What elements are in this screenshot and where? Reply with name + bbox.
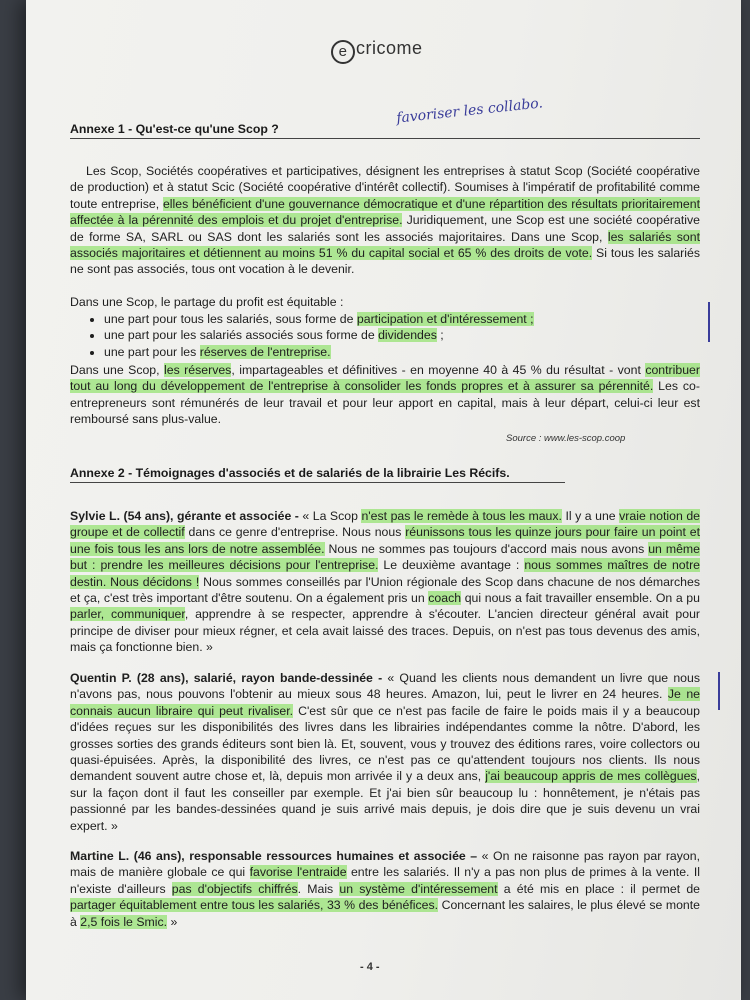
text-segment: une part pour tous les salariés, sous forme de — [104, 312, 357, 326]
highlighted-text: contribuer tout au long du développement de l'entreprise à consolider les fonds propres et à assurer sa pérennité. — [70, 363, 700, 394]
highlighted-text: dividendes — [378, 328, 437, 343]
text-segment: Concernant les salaires, le plus élevé se monte à — [70, 898, 701, 929]
annexe1-paragraph-2: Dans une Scop, le partage du profit est équitable : — [70, 295, 344, 309]
highlighted-text: un même but : prendre les meilleures décisions pour l'entreprise. — [70, 541, 700, 573]
text-segment: Il y a une — [561, 509, 620, 523]
highlighted-text: nous sommes maîtres de notre destin. Nous décidons ! — [70, 558, 701, 589]
annexe1-source: Source : www.les-scop.coop — [506, 433, 626, 444]
text-segment: une part pour les salariés associés sous forme de — [104, 328, 379, 343]
text-segment: « Quand les clients nous demandent un livre que nous n'avons pas, nous pouvons l'obtenir au mieux sous 48 heures. Amazon, lui, peut le livrer en 24 heures. — [70, 671, 701, 702]
speaker-name: Martine L. (46 ans), responsable ressources humaines et associée – — [70, 849, 482, 863]
highlighted-text: les réserves — [164, 363, 232, 377]
text-segment: ; — [436, 328, 444, 343]
testimony-martine — [70, 848, 700, 930]
highlighted-text: j'ai beaucoup appris de mes collègues — [485, 769, 697, 784]
highlighted-text: favorise l'entraide — [249, 865, 347, 880]
text-segment: Les co-entrepreneurs sont rémunérés de leur travail et pour leur apport en capital, mais à leur départ, celui-ci leur est remboursé sans plus-value. — [70, 379, 700, 427]
annexe2-rule — [70, 482, 565, 483]
text-segment: . Mais — [297, 881, 340, 896]
annexe1-paragraph-1 — [70, 163, 700, 278]
list-item — [104, 344, 704, 360]
text-segment: Nous ne sommes pas toujours d'accord mais nous avons — [324, 541, 649, 556]
text-segment: Nous sommes conseillés par l'Union régionale des Scop dans chacune de nos démarches et ça, c'est très important d'être soutenu. On a également pris un — [70, 574, 700, 606]
text-segment: « La Scop — [302, 509, 362, 523]
text-segment: , apprendre à se respecter, apprendre à s'écouter. L'ancien directeur général avait pour principe de diviser pour mieux régner, et cela avait laissé des traces. Depuis, on n'est pas tous devenus des amis, mais ça fonctionne bien. » — [70, 607, 700, 655]
annexe1-paragraph-3 — [70, 362, 700, 428]
text-segment: dans ce genre d'entreprise. Nous nous — [184, 525, 406, 540]
highlighted-text: Je ne connais aucun libraire qui peut rivaliser. — [70, 687, 700, 718]
text-segment: Les Scop, Sociétés coopératives et participatives, désignent les entreprises à statut Scop (Société coopérative de production) et à statut Scic (Société coopérative d'intérêt collectif). Soumises à l'impératif de profitabilité comme toute entreprise, — [70, 164, 700, 211]
annexe1-title: Annexe 1 - Qu'est-ce qu'une Scop ? — [70, 122, 279, 136]
text-segment: » — [167, 914, 178, 929]
highlighted-text: un système d'intéressement — [339, 881, 498, 896]
highlighted-text: réserves de l'entreprise. — [199, 344, 331, 359]
text-segment: Dans une Scop, — [70, 363, 165, 377]
annexe1-rule — [70, 138, 700, 139]
text-segment: une part pour les — [104, 344, 200, 359]
text-segment: qui nous a fait travailler ensemble. On a pu — [461, 591, 700, 606]
highlighted-text: réunissons tous les quinze jours pour faire un point et une fois tous les ans lors de notre assemblée. — [70, 525, 700, 556]
text-segment: , impartageables et définitives - en moyenne 40 à 45 % du résultat - vont — [231, 363, 646, 377]
speaker-name: Sylvie L. (54 ans), gérante et associée - — [70, 509, 303, 523]
annexe1-bullet-list — [90, 311, 704, 360]
testimony-quentin — [70, 670, 700, 834]
text-segment: , sur la façon dont il faut les conseiller par exemple. Et j'ai bien sûr beaucoup lu : honnêtement, je n'étais pas passionné par les bandes-dessinées quand je suis arrivé mais depuis, je dois dire que je suis devenu un vrai expert. » — [70, 769, 700, 833]
text-segment: C'est sûr que ce n'est pas facile de faire le poids mais il y a beaucoup d'idées reçues sur les disponibilités des livres dans les librairies indépendantes comme la nôtre. D'abord, les grosses sorties des grands éditeurs sont bien là. Et, souvent, vous y trouvez des éditions rares, voire collectors ou quasi-épuisées. Après, la disponibilité des livres, ce n'est pas ce qu'attendent toujours nos clients. Ils nous demandent souvent autre chose et, là, depuis mon arrivée il y a deux ans, — [70, 703, 700, 784]
list-item — [104, 311, 704, 327]
pen-margin-mark — [708, 302, 710, 342]
highlighted-text: partager équitablement entre tous les salariés, 33 % des bénéfices. — [70, 898, 439, 913]
annexe2-title: Annexe 2 - Témoignages d'associés et de salariés de la librairie Les Récifs. — [70, 466, 510, 480]
page-number: - 4 - — [360, 961, 380, 973]
highlighted-text: les salariés sont associés majoritaires et détiennent au moins 51 % du capital social et 65 % des droits de vote. — [70, 229, 700, 261]
text-segment: Le deuxième avantage : — [378, 558, 525, 573]
highlighted-text: elles bénéficient d'une gouvernance démocratique et d'une répartition des résultats prioritairement affectée à la pérennité des emplois et du projet d'entreprise. — [70, 196, 700, 228]
highlighted-text: n'est pas le remède à tous les maux. — [361, 509, 562, 523]
document-page — [26, 0, 741, 1000]
pen-margin-mark — [718, 672, 720, 710]
highlighted-text: vraie notion de groupe et de collectif — [70, 509, 700, 540]
text-segment: a été mis en place : il permet de — [497, 881, 700, 896]
highlighted-text: pas d'objectifs chiffrés — [171, 881, 298, 896]
handwritten-note: favoriser les collabo. — [395, 95, 544, 127]
text-segment: entre les salariés. Il n'y a pas non plus de primes à la vente. Il n'existe d'ailleurs — [70, 865, 701, 896]
highlighted-text: parler, communiquer — [70, 607, 185, 622]
text-segment: « On ne raisonne pas rayon par rayon, mais de manière globale ce qui — [70, 849, 700, 880]
speaker-name: Quentin P. (28 ans), salarié, rayon bande-dessinée - — [70, 671, 388, 685]
list-item — [104, 327, 704, 343]
e-logo-icon: e — [331, 40, 355, 64]
highlighted-text: coach — [428, 591, 462, 606]
testimony-sylvie — [70, 508, 700, 656]
text-segment: Juridiquement, une Scop est une société coopérative de forme SA, SARL ou SAS dont les salariés sont les associés majoritaires. Dans une Scop, — [70, 213, 700, 244]
highlighted-text: 2,5 fois le Smic. — [80, 914, 168, 929]
ecricome-logo: e cricome — [331, 38, 423, 64]
text-segment: Si tous les salariés ne sont pas associés, tous ont vocation à le devenir. — [70, 246, 700, 277]
highlighted-text: participation et d'intéressement ; — [356, 312, 534, 326]
